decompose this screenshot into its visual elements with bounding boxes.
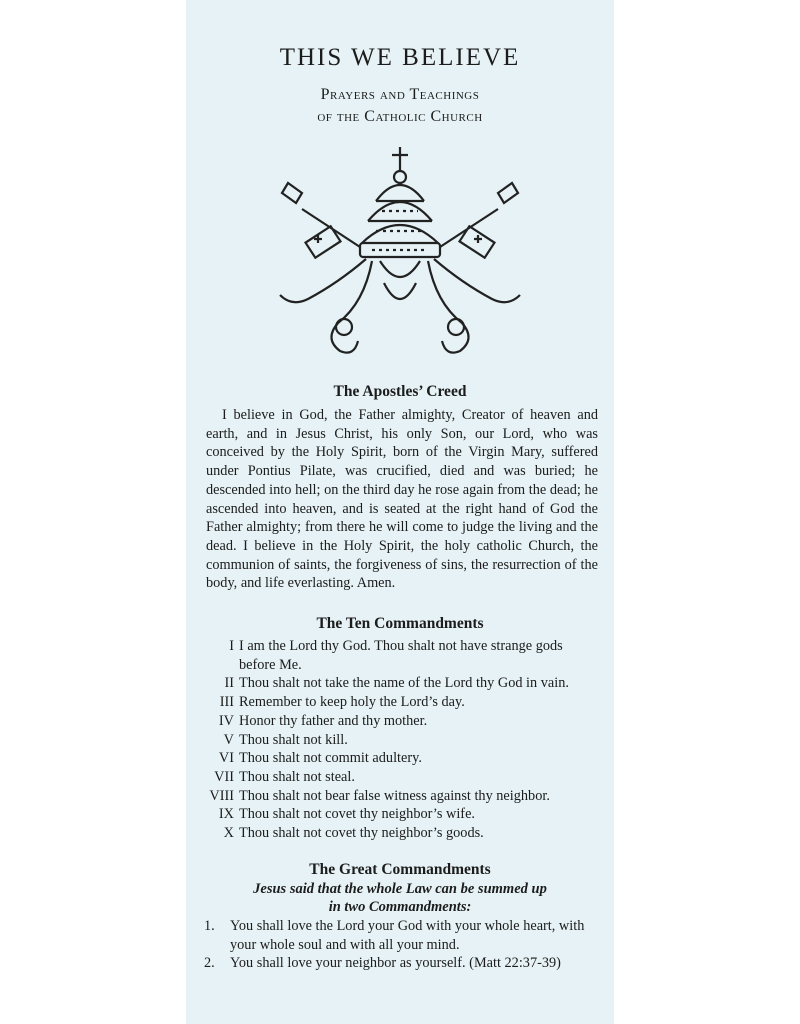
list-item xyxy=(186,637,614,674)
papal-tiara-crossed-keys-icon xyxy=(268,143,532,365)
commandment-text: Thou shalt not take the name of the Lord thy God in vain. xyxy=(239,675,569,692)
commandment-numeral: II xyxy=(224,675,234,692)
page-title: THIS WE BELIEVE xyxy=(279,44,521,71)
list-item xyxy=(186,768,614,787)
commandment-text: Thou shalt not covet thy neighbor’s wife. xyxy=(239,806,475,823)
commandment-numeral: I xyxy=(229,638,234,654)
commandment-text: Remember to keep holy the Lord’s day. xyxy=(239,694,465,711)
great-commandment-text: You shall love your neighbor as yourself. (Matt 22:37-39) xyxy=(230,955,561,972)
commandment-text: I am the Lord thy God. Thou shalt not have strange gods before Me. xyxy=(239,638,563,673)
great-commandments-intro-1: Jesus said that the whole Law can be summed up xyxy=(253,881,547,897)
list-item xyxy=(204,954,604,973)
list-item xyxy=(186,712,614,731)
tract-page xyxy=(186,0,614,1024)
commandment-numeral: VIII xyxy=(209,787,234,804)
great-commandments-intro-2: in two Commandments: xyxy=(328,899,472,915)
list-item xyxy=(186,787,614,806)
commandment-numeral: IV xyxy=(218,712,234,729)
subtitle-line-1: Prayers and Teachings xyxy=(320,86,480,103)
list-item xyxy=(186,693,614,712)
apostles-creed-heading: The Apostles’ Creed xyxy=(333,383,467,400)
great-commandment-text: You shall love the Lord your God with your whole heart, with your whole soul and with all your mind. xyxy=(230,918,585,953)
list-item xyxy=(186,805,614,824)
commandment-text: Thou shalt not bear false witness against thy neighbor. xyxy=(239,787,550,804)
list-item xyxy=(186,731,614,750)
commandment-numeral: V xyxy=(223,731,234,748)
commandment-text: Thou shalt not kill. xyxy=(239,731,348,748)
commandment-text: Honor thy father and thy mother. xyxy=(239,712,428,729)
list-item xyxy=(204,917,604,954)
list-item xyxy=(186,674,614,693)
commandment-text: Thou shalt not commit adultery. xyxy=(239,750,422,767)
commandment-text: Thou shalt not covet thy neighbor’s goods. xyxy=(239,825,484,842)
commandment-text: Thou shalt not steal. xyxy=(239,768,355,785)
apostles-creed-text: I believe in God, the Father almighty, Creator of heaven and earth, and in Jesus Christ, his only Son, our Lord, who was conceived by the Holy Spirit, born of the Virgin Mary, suffered under Pontius Pilate, was crucified, died and was buried; he descended into hell; on the third day he rose again from the dead; he ascended into heaven, and is seated at the right hand of God the Father almighty; from there he will come to judge the living and the dead. I believe in the Holy Spirit, the holy catholic Church, the communion of saints, the forgiveness of sins, the resurrection of the body, and life everlasting. Amen. xyxy=(206,407,598,592)
great-commandment-number: 2. xyxy=(204,955,215,972)
subtitle-line-2: of the Catholic Church xyxy=(317,108,483,125)
great-commandments-list xyxy=(204,917,604,973)
ten-commandments-heading: The Ten Commandments xyxy=(316,615,484,632)
list-item xyxy=(186,749,614,768)
commandment-numeral: X xyxy=(223,825,234,842)
list-item xyxy=(186,824,614,843)
commandment-numeral: VII xyxy=(214,768,234,785)
great-commandments-heading: The Great Commandments xyxy=(309,861,491,878)
commandment-numeral: IX xyxy=(218,806,234,823)
commandment-numeral: VI xyxy=(218,750,234,767)
great-commandment-number: 1. xyxy=(204,918,215,934)
commandment-numeral: III xyxy=(219,694,234,711)
ten-commandments-list xyxy=(186,637,614,843)
